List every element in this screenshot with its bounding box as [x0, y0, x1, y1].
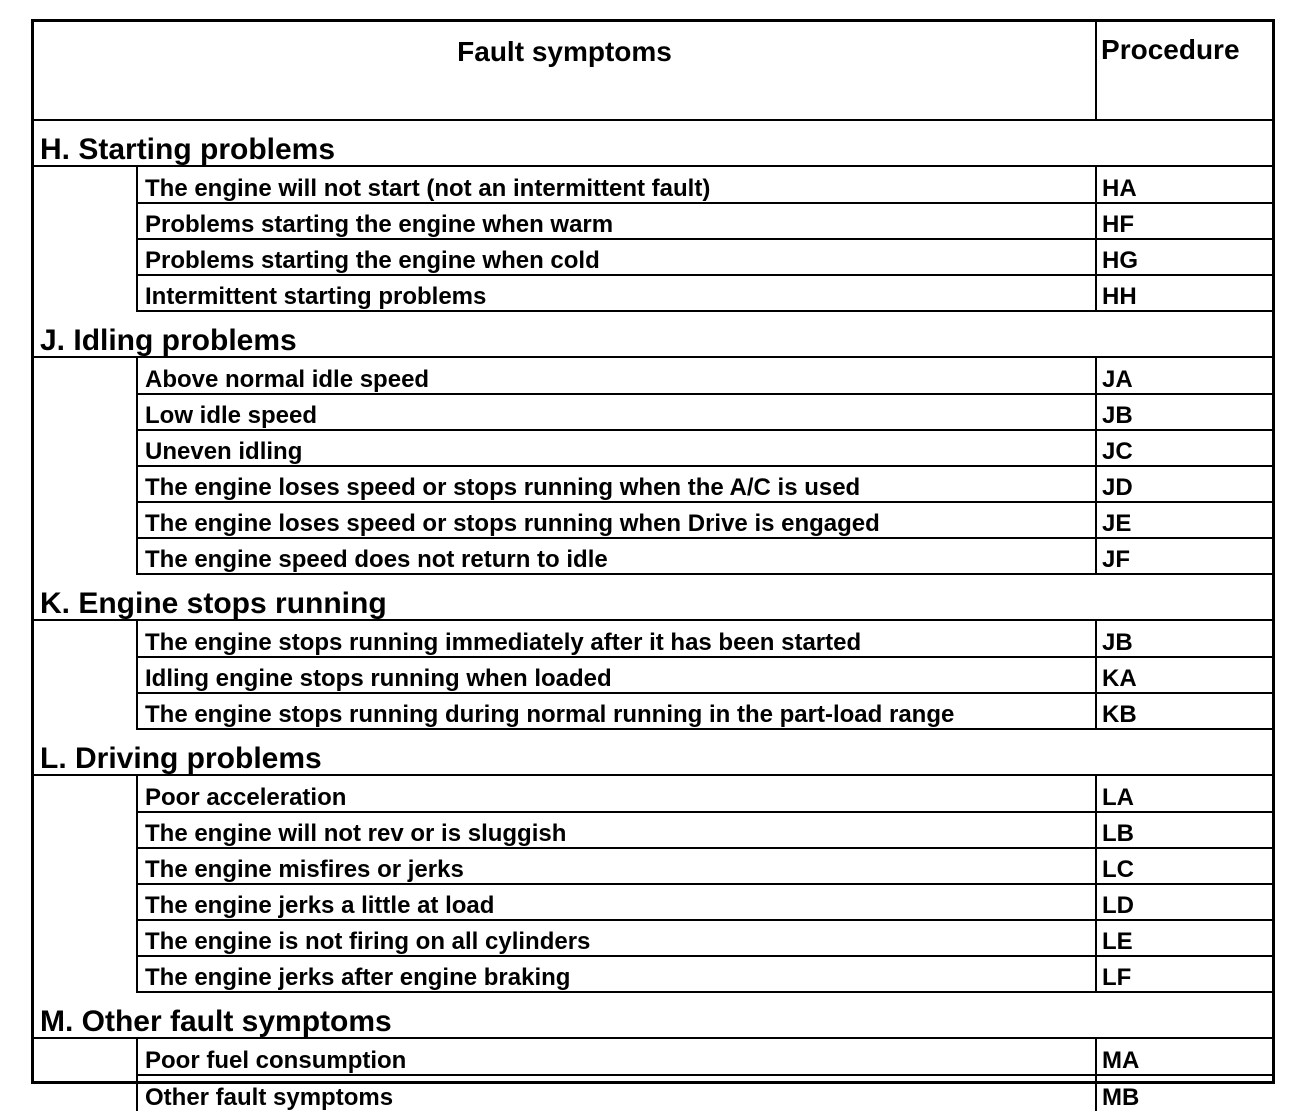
procedure-code-cell: LD [1096, 884, 1272, 920]
symptom-cell: The engine speed does not return to idle [137, 538, 1096, 574]
indent-cell [34, 884, 137, 920]
symptom-cell: Idling engine stops running when loaded [137, 657, 1096, 693]
procedure-code-cell: LB [1096, 812, 1272, 848]
symptom-cell: Other fault symptoms [137, 1075, 1096, 1111]
symptom-cell: The engine is not firing on all cylinders [137, 920, 1096, 956]
table-row [34, 657, 1272, 693]
symptom-cell: Problems starting the engine when warm [137, 203, 1096, 239]
symptom-cell: The engine will not start (not an intermittent fault) [137, 166, 1096, 203]
procedure-code-cell: JB [1096, 394, 1272, 430]
table-row [34, 430, 1272, 466]
table-row [34, 466, 1272, 502]
procedure-code-cell: KA [1096, 657, 1272, 693]
section-header-row [34, 120, 1272, 166]
symptom-cell: Poor acceleration [137, 775, 1096, 812]
indent-cell [34, 812, 137, 848]
procedure-code-cell: HF [1096, 203, 1272, 239]
procedure-code-cell: LA [1096, 775, 1272, 812]
table-row [34, 166, 1272, 203]
table-row [34, 357, 1272, 394]
symptom-cell: The engine jerks after engine braking [137, 956, 1096, 992]
table-row [34, 620, 1272, 657]
indent-cell [34, 430, 137, 466]
indent-cell [34, 166, 137, 203]
indent-cell [34, 357, 137, 394]
indent-cell [34, 538, 137, 574]
procedure-code-cell: LE [1096, 920, 1272, 956]
procedure-code-cell: MB [1096, 1075, 1272, 1111]
section-header-row [34, 729, 1272, 775]
symptom-cell: The engine stops running immediately after it has been started [137, 620, 1096, 657]
indent-cell [34, 275, 137, 311]
indent-cell [34, 1038, 137, 1075]
table-row [34, 884, 1272, 920]
procedure-code-cell: LF [1096, 956, 1272, 992]
symptom-cell: Above normal idle speed [137, 357, 1096, 394]
symptom-cell: The engine will not rev or is sluggish [137, 812, 1096, 848]
table-row [34, 203, 1272, 239]
procedure-code-cell: KB [1096, 693, 1272, 729]
procedure-code-cell: HA [1096, 166, 1272, 203]
section-title: H. Starting problems [34, 120, 1272, 166]
table-row [34, 275, 1272, 311]
procedure-code-cell: JD [1096, 466, 1272, 502]
table-row [34, 848, 1272, 884]
table-header-row [34, 22, 1272, 120]
table-row [34, 812, 1272, 848]
table-row [34, 693, 1272, 729]
procedure-code-cell: JE [1096, 502, 1272, 538]
symptom-cell: The engine loses speed or stops running when Drive is engaged [137, 502, 1096, 538]
procedure-code-cell: JC [1096, 430, 1272, 466]
indent-cell [34, 848, 137, 884]
section-header-row [34, 311, 1272, 357]
section-header-row [34, 574, 1272, 620]
indent-cell [34, 1075, 137, 1111]
section-title: J. Idling problems [34, 311, 1272, 357]
symptom-cell: The engine loses speed or stops running when the A/C is used [137, 466, 1096, 502]
table-row [34, 1038, 1272, 1075]
table-row [34, 394, 1272, 430]
procedure-code-cell: LC [1096, 848, 1272, 884]
section-title: K. Engine stops running [34, 574, 1272, 620]
symptom-cell: Uneven idling [137, 430, 1096, 466]
indent-cell [34, 620, 137, 657]
indent-cell [34, 203, 137, 239]
header-fault-symptoms: Fault symptoms [34, 22, 1096, 120]
table-row [34, 502, 1272, 538]
procedure-code-cell: JA [1096, 357, 1272, 394]
symptom-cell: Problems starting the engine when cold [137, 239, 1096, 275]
table-row [34, 1075, 1272, 1111]
indent-cell [34, 657, 137, 693]
header-procedure: Procedure [1096, 22, 1272, 120]
indent-cell [34, 239, 137, 275]
procedure-code-cell: HG [1096, 239, 1272, 275]
procedure-code-cell: JF [1096, 538, 1272, 574]
table-row [34, 538, 1272, 574]
fault-symptoms-table [34, 22, 1272, 1111]
symptom-cell: The engine stops running during normal running in the part-load range [137, 693, 1096, 729]
fault-symptoms-table-frame [31, 19, 1275, 1111]
procedure-code-cell: JB [1096, 620, 1272, 657]
table-row [34, 775, 1272, 812]
symptom-cell: Poor fuel consumption [137, 1038, 1096, 1075]
section-title: L. Driving problems [34, 729, 1272, 775]
procedure-code-cell: HH [1096, 275, 1272, 311]
indent-cell [34, 693, 137, 729]
symptom-cell: The engine jerks a little at load [137, 884, 1096, 920]
indent-cell [34, 956, 137, 992]
table-row [34, 239, 1272, 275]
symptom-cell: Intermittent starting problems [137, 275, 1096, 311]
indent-cell [34, 466, 137, 502]
symptom-cell: Low idle speed [137, 394, 1096, 430]
symptom-cell: The engine misfires or jerks [137, 848, 1096, 884]
indent-cell [34, 775, 137, 812]
indent-cell [34, 920, 137, 956]
section-header-row [34, 992, 1272, 1038]
indent-cell [34, 394, 137, 430]
procedure-code-cell: MA [1096, 1038, 1272, 1075]
indent-cell [34, 502, 137, 538]
section-title: M. Other fault symptoms [34, 992, 1272, 1038]
table-row [34, 956, 1272, 992]
table-row [34, 920, 1272, 956]
